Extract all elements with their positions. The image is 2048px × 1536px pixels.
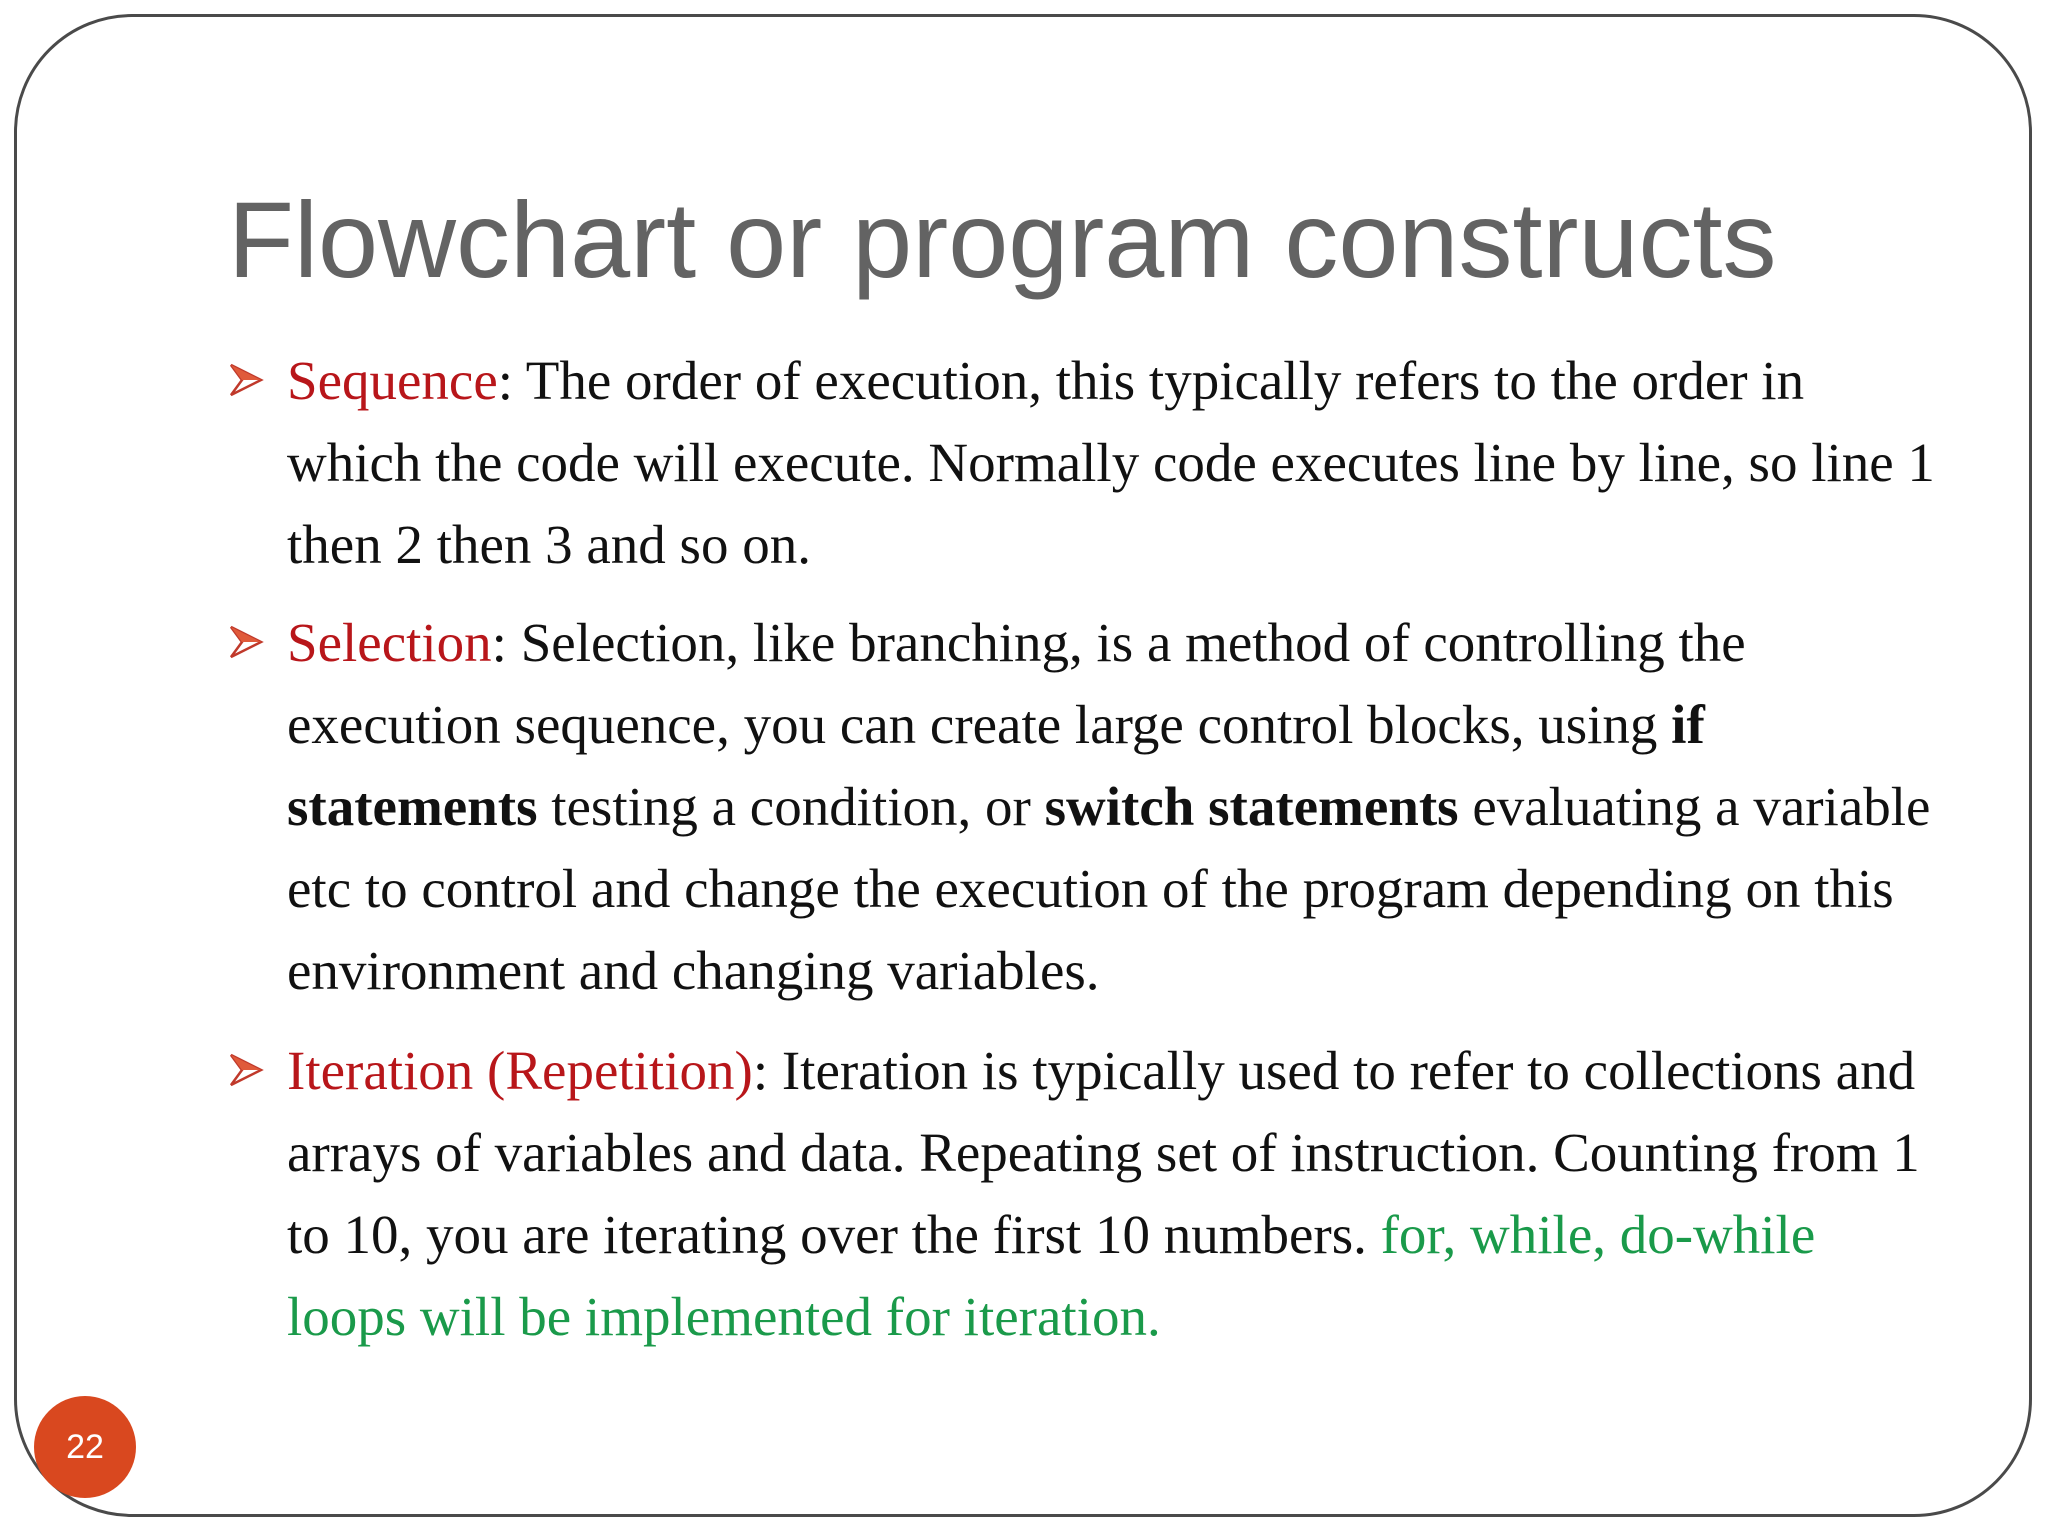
iteration-description: : Iteration is typically used to refer to collections and arrays of variables and data. Repeating set of instruction. Counting from 1 to 10, you are iterating over the first 10 numbers. bbox=[287, 1040, 1920, 1265]
selection-description-3: evaluating a variable etc to control and change the execution of the program depending on this environment and changing variables. bbox=[287, 776, 1931, 1001]
term-sequence: Sequence bbox=[287, 350, 498, 411]
page-number-badge: 22 bbox=[34, 1396, 136, 1498]
term-selection: Selection bbox=[287, 612, 492, 673]
arrow-bullet-icon bbox=[228, 624, 264, 660]
selection-description-1: : Selection, like branching, is a method of controlling the execution sequence, you can create large control blocks, using bbox=[287, 612, 1746, 755]
bullet-list bbox=[228, 340, 1948, 1358]
keyword-switch-statements: switch statements bbox=[1044, 776, 1459, 837]
sequence-description: : The order of execution, this typically refers to the order in which the code will execute. Normally code executes line by line, so line 1 then 2 then 3 and so on. bbox=[287, 350, 1935, 575]
arrow-bullet-icon bbox=[228, 362, 264, 398]
arrow-bullet-icon bbox=[228, 1052, 264, 1088]
slide-title: Flowchart or program constructs bbox=[228, 179, 1777, 300]
keyword-if-statements: if statements bbox=[287, 694, 1705, 837]
term-iteration: Iteration (Repetition) bbox=[287, 1040, 753, 1101]
bullet-selection bbox=[228, 602, 1948, 1012]
bullet-sequence bbox=[228, 340, 1948, 586]
iteration-highlight: for, while, do-while loops will be implemented for iteration. bbox=[287, 1204, 1816, 1347]
bullet-iteration bbox=[228, 1030, 1948, 1358]
selection-description-2: testing a condition, or bbox=[537, 776, 1045, 837]
